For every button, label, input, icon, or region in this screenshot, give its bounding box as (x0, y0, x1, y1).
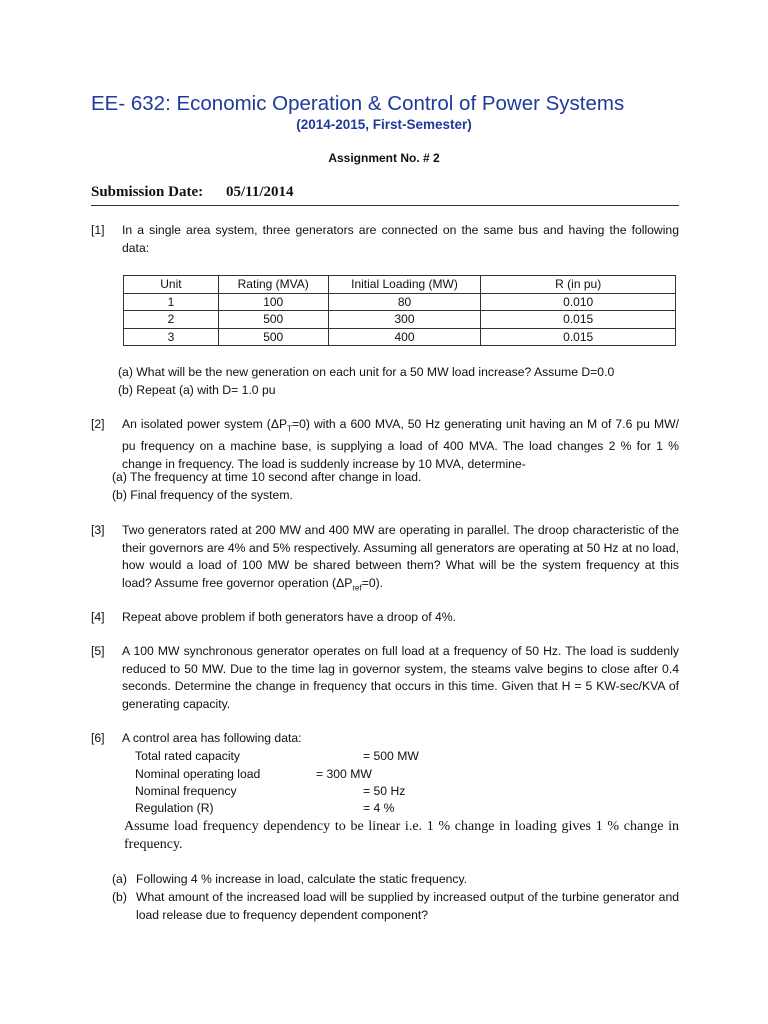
table-cell: 300 (328, 311, 481, 329)
generator-data-table (123, 275, 676, 346)
table-header: Rating (MVA) (218, 276, 328, 294)
question-6 (91, 730, 679, 748)
question-text: Two generators rated at 200 MW and 400 MW are operating in parallel. The droop characteristic of the their governors are 4% and 5% respectively. Assuming all generators are operating at 50 Hz at no load, how would a load of 100 MW be shared between them? What will be the system frequency at this load? Assume free governor operation $(\Delta P_{ref}=0)$. (122, 523, 679, 593)
param-value: = 4 % (363, 801, 395, 815)
table-cell: 500 (218, 311, 328, 329)
page-title: EE- 632: Economic Operation & Control of Power Systems (91, 92, 625, 115)
param-label: Nominal operating load (135, 767, 261, 781)
question-4 (91, 609, 679, 627)
q6-assumption-note: Assume load frequency dependency to be linear i.e. 1 % change in loading gives 1 % change in frequency. (124, 819, 679, 852)
submission-date: 05/11/2014 (226, 184, 294, 200)
table-header: R (in pu) (481, 276, 676, 294)
param-label: Total rated capacity (135, 749, 241, 763)
q2-part-b: (b) Final frequency of the system. (112, 488, 293, 502)
table-cell: 100 (218, 293, 328, 311)
table-cell: 80 (328, 293, 481, 311)
question-number: [3] (91, 523, 105, 537)
question-number: [1] (91, 223, 105, 237)
header-divider (91, 205, 679, 206)
question-text: A control area has following data: (122, 731, 302, 745)
question-2 (91, 416, 679, 473)
q6-part-b (112, 889, 679, 924)
question-number: [5] (91, 644, 105, 658)
table-cell: 0.010 (481, 293, 676, 311)
table-header: Unit (124, 276, 219, 294)
question-text: In a single area system, three generators are connected on the same bus and having the following data: (122, 223, 679, 255)
table-cell: 0.015 (481, 311, 676, 329)
question-1 (91, 222, 679, 257)
param-label: Nominal frequency (135, 784, 237, 798)
part-number: (a) (112, 872, 127, 886)
table-row (124, 293, 676, 311)
table-cell: 0.015 (481, 328, 676, 346)
param-value: = 50 Hz (363, 784, 406, 798)
param-value: = 300 MW (316, 767, 372, 781)
param-value: = 500 MW (363, 749, 419, 763)
question-number: [2] (91, 417, 105, 431)
question-number: [4] (91, 610, 105, 624)
part-number: (b) (112, 890, 127, 904)
submission-label: Submission Date: (91, 184, 204, 200)
table-cell: 1 (124, 293, 219, 311)
table-cell: 2 (124, 311, 219, 329)
semester-subtitle: (2014-2015, First-Semester) (296, 117, 472, 132)
q6-part-a (112, 871, 679, 889)
question-text: A 100 MW synchronous generator operates on full load at a frequency of 50 Hz. The load is suddenly reduced to 50 MW. Due to the time lag in governor system, the steams valve begins to close after 0.4 seconds. Determine the change in frequency that occurs in this time. Given that H = 5 KW-sec/KVA of generating capacity. (122, 644, 679, 711)
table-cell: 500 (218, 328, 328, 346)
assignment-number: Assignment No. # 2 (328, 151, 440, 165)
question-text: An isolated power system $(\Delta P_T=0)$ with a 600 MVA, 50 Hz generating unit having an M of 7.6 pu MW/ pu frequency on a machine base, is supplying a load of 400 MVA. The load changes 2 % for 1 % change in frequency. The load is suddenly increase by 10 MVA, determine- (122, 417, 679, 471)
question-3 (91, 522, 679, 597)
table-cell: 400 (328, 328, 481, 346)
table-header-row (124, 276, 676, 294)
table-row (124, 311, 676, 329)
table-header: Initial Loading (MW) (328, 276, 481, 294)
question-5 (91, 643, 679, 713)
submission-row (91, 184, 294, 201)
table-row (124, 328, 676, 346)
question-number: [6] (91, 731, 105, 745)
table-cell: 3 (124, 328, 219, 346)
param-label: Regulation (R) (135, 801, 214, 815)
q1-part-b: (b) Repeat (a) with D= 1.0 pu (118, 383, 276, 397)
question-text: Repeat above problem if both generators have a droop of 4%. (122, 610, 457, 624)
q1-part-a: (a) What will be the new generation on each unit for a 50 MW load increase? Assume D=0.0 (118, 365, 615, 379)
part-text: Following 4 % increase in load, calculate the static frequency. (136, 872, 468, 886)
part-text: What amount of the increased load will be supplied by increased output of the turbine generator and load release due to frequency dependent component? (136, 890, 679, 922)
q2-part-a: (a) The frequency at time 10 second after change in load. (112, 470, 422, 484)
